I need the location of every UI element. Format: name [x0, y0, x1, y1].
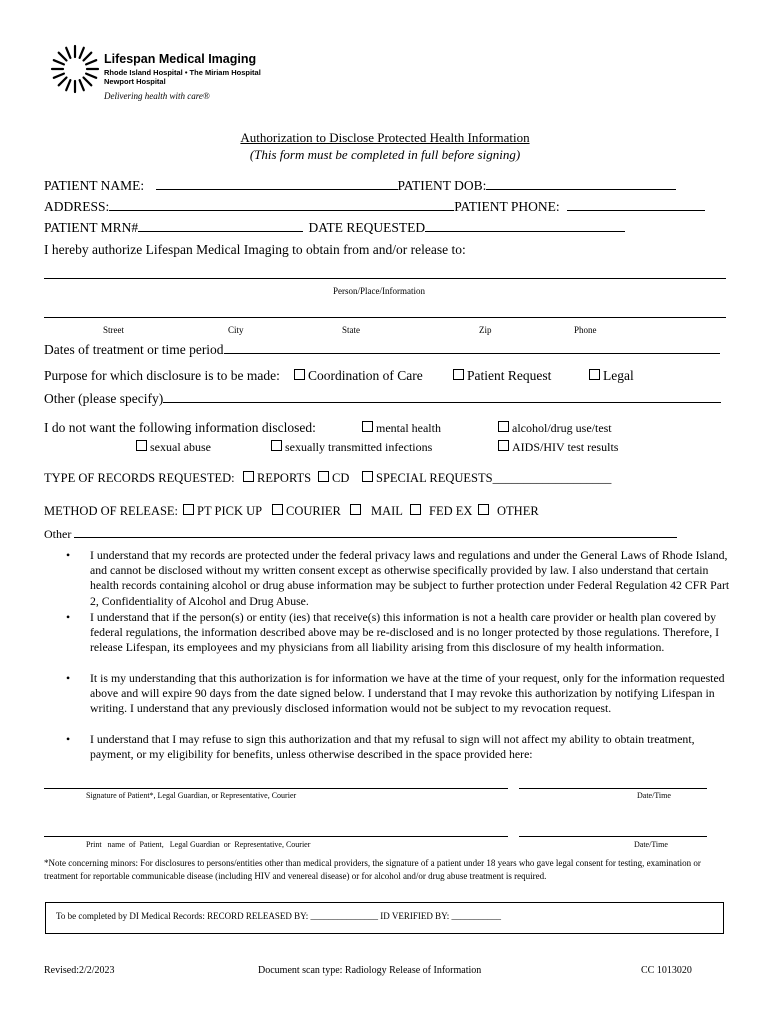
logo-hospitals-1: Rhode Island Hospital • The Miriam Hospital: [104, 68, 261, 77]
checkbox[interactable]: [498, 421, 509, 432]
checkbox[interactable]: [362, 471, 373, 482]
records-box-text: To be completed by DI Medical Records: RECORD RELEASED BY: _______________ ID VERIFIED BY: ___________: [56, 911, 502, 921]
address-field[interactable]: [109, 210, 454, 211]
checkbox[interactable]: [362, 421, 373, 432]
purpose-legal[interactable]: Legal: [589, 368, 634, 384]
dates-treatment-label: Dates of treatment or time period: [44, 342, 224, 357]
checkbox[interactable]: [183, 504, 194, 515]
purpose-label: Purpose for which disclosure is to be made:: [44, 368, 280, 383]
bullet-refusal: • I understand that I may refuse to sign this authorization and that my refusal to sign will not affect my ability to obtain treatment, payment, or my eligibility for benefits, unless otherwise described in the space provided here:: [90, 732, 730, 762]
checkbox[interactable]: [453, 369, 464, 380]
exclude-mental-health[interactable]: mental health: [362, 421, 441, 436]
records-box: [45, 902, 724, 934]
checkbox[interactable]: [243, 471, 254, 482]
print-name-line[interactable]: [44, 836, 508, 837]
print-date-line[interactable]: [519, 836, 707, 837]
patient-phone-field[interactable]: [567, 210, 705, 211]
purpose-coordination[interactable]: Coordination of Care: [294, 368, 423, 384]
minors-note: *Note concerning minors: For disclosures to persons/entities other than medical providers, the signature of a patient under 18 years who gave legal consent for testing, examination or treatment for reportable communicable disease (including HIV and venereal disease) or for alcohol and/or drug abuse treatment is required.: [44, 858, 701, 881]
patient-name-field[interactable]: [156, 189, 398, 190]
release-other-field[interactable]: [74, 537, 677, 538]
patient-name-label: PATIENT NAME:: [44, 178, 145, 193]
bullet-redisclosure: • I understand that if the person(s) or entity (ies) that receive(s) this information is not a health care provider or health plan covered by federal regulations, the information described above may be re-disclosed and is no longer protected by those regulations. Therefore, I release Lifespan, its employees and my physicians from all liability arising from this disclosure of my health information.: [90, 610, 730, 656]
signature-caption: Signature of Patient*, Legal Guardian, or Representative, Courier: [86, 791, 297, 800]
release-pt-pickup[interactable]: PT PICK UP: [183, 504, 262, 519]
release-other-label: Other: [44, 527, 72, 541]
exclude-alcohol-drug[interactable]: alcohol/drug use/test: [498, 421, 612, 436]
street-caption: Street: [103, 325, 124, 335]
checkbox[interactable]: [350, 504, 361, 515]
authorize-statement: I hereby authorize Lifespan Medical Imaging to obtain from and/or release to:: [44, 242, 466, 257]
checkbox[interactable]: [294, 369, 305, 380]
checkbox[interactable]: [272, 504, 283, 515]
checkbox[interactable]: [318, 471, 329, 482]
address-line[interactable]: [44, 317, 726, 318]
person-line[interactable]: [44, 278, 726, 279]
dates-treatment-field[interactable]: [224, 353, 720, 354]
checkbox[interactable]: [498, 440, 509, 451]
date-requested-label: DATE REQUESTED: [308, 220, 426, 235]
release-other-row: [44, 527, 677, 542]
print-name-caption: Print name of Patient, Legal Guardian or Representative, Courier: [86, 840, 311, 849]
records-special[interactable]: SPECIAL REQUESTS___________________: [362, 471, 611, 486]
purpose-row: [44, 368, 280, 384]
scan-type: Document scan type: Radiology Release of Information: [258, 965, 482, 976]
purpose-patient-request[interactable]: Patient Request: [453, 368, 551, 384]
patient-phone-label: PATIENT PHONE:: [454, 199, 560, 214]
release-mail[interactable]: MAIL: [350, 504, 403, 519]
other-specify-row: [44, 391, 721, 407]
bullet-expiration: • It is my understanding that this authorization is for information we have at the time of your request, only for the information requested above and will expire 90 days from the date signed below. I understand that I may revoke this authorization by notifying Lifespan in writing. I understand that any previously disclosed information would not be subject to my revocation request.: [90, 671, 730, 717]
patient-mrn-field[interactable]: [138, 231, 303, 232]
logo-name: Lifespan Medical Imaging: [104, 52, 257, 66]
checkbox[interactable]: [589, 369, 600, 380]
state-caption: State: [342, 325, 360, 335]
checkbox[interactable]: [136, 440, 147, 451]
form-subtitle: (This form must be completed in full before signing): [249, 147, 521, 162]
phone-caption: Phone: [574, 325, 597, 335]
form-title: Authorization to Disclose Protected Health Information: [240, 130, 530, 145]
release-other[interactable]: OTHER: [478, 504, 539, 519]
sunburst-logo-icon: [50, 44, 100, 94]
other-specify-field[interactable]: [163, 402, 721, 403]
patient-dob-field[interactable]: [486, 189, 676, 190]
other-specify-label: Other (please specify): [44, 391, 164, 406]
exclude-sti[interactable]: sexually transmitted infections: [271, 440, 432, 455]
records-cd[interactable]: CD: [318, 471, 349, 486]
release-label: METHOD OF RELEASE:: [44, 504, 179, 518]
print-date-caption: Date/Time: [634, 840, 668, 849]
release-courier[interactable]: COURIER: [272, 504, 341, 519]
checkbox[interactable]: [410, 504, 421, 515]
person-caption: Person/Place/Information: [333, 286, 425, 296]
dates-row: [44, 342, 720, 358]
form-code: CC 1013020: [641, 965, 692, 976]
logo-tagline: Delivering health with care®: [104, 91, 210, 101]
signature-line[interactable]: [44, 788, 508, 789]
exclude-sexual-abuse[interactable]: sexual abuse: [136, 440, 211, 455]
patient-mrn-label: PATIENT MRN#: [44, 220, 139, 235]
logo-hospitals-2: Newport Hospital: [104, 77, 166, 86]
checkbox[interactable]: [478, 504, 489, 515]
address-row: [44, 199, 705, 215]
bullet-privacy: • I understand that my records are protected under the federal privacy laws and regulations and under the General Laws of Rhode Island, and cannot be disclosed without my written consent except as otherwise specifically provided by law. I also understand that certain health records containing alcohol or drug abuse information may be subject to further protection under Federal Regulation 42 CFR Part 2, Confidentiality of Alcohol and Drug Abuse.: [90, 548, 730, 609]
signature-date-line[interactable]: [519, 788, 707, 789]
address-label: ADDRESS:: [44, 199, 110, 214]
release-fedex[interactable]: FED EX: [410, 504, 472, 519]
records-label: TYPE OF RECORDS REQUESTED:: [44, 471, 235, 485]
exclusions-label: I do not want the following information disclosed:: [44, 420, 316, 435]
date-requested-field[interactable]: [425, 231, 625, 232]
city-caption: City: [228, 325, 244, 335]
revised-date: Revised:2/2/2023: [44, 965, 115, 976]
logo: [50, 44, 270, 114]
records-reports[interactable]: REPORTS: [243, 471, 311, 486]
signature-date-caption: Date/Time: [637, 791, 671, 800]
zip-caption: Zip: [479, 325, 492, 335]
exclude-aids-hiv[interactable]: AIDS/HIV test results: [498, 440, 618, 455]
patient-name-row: [44, 178, 676, 194]
checkbox[interactable]: [271, 440, 282, 451]
mrn-row: [44, 220, 625, 236]
patient-dob-label: PATIENT DOB:: [397, 178, 487, 193]
